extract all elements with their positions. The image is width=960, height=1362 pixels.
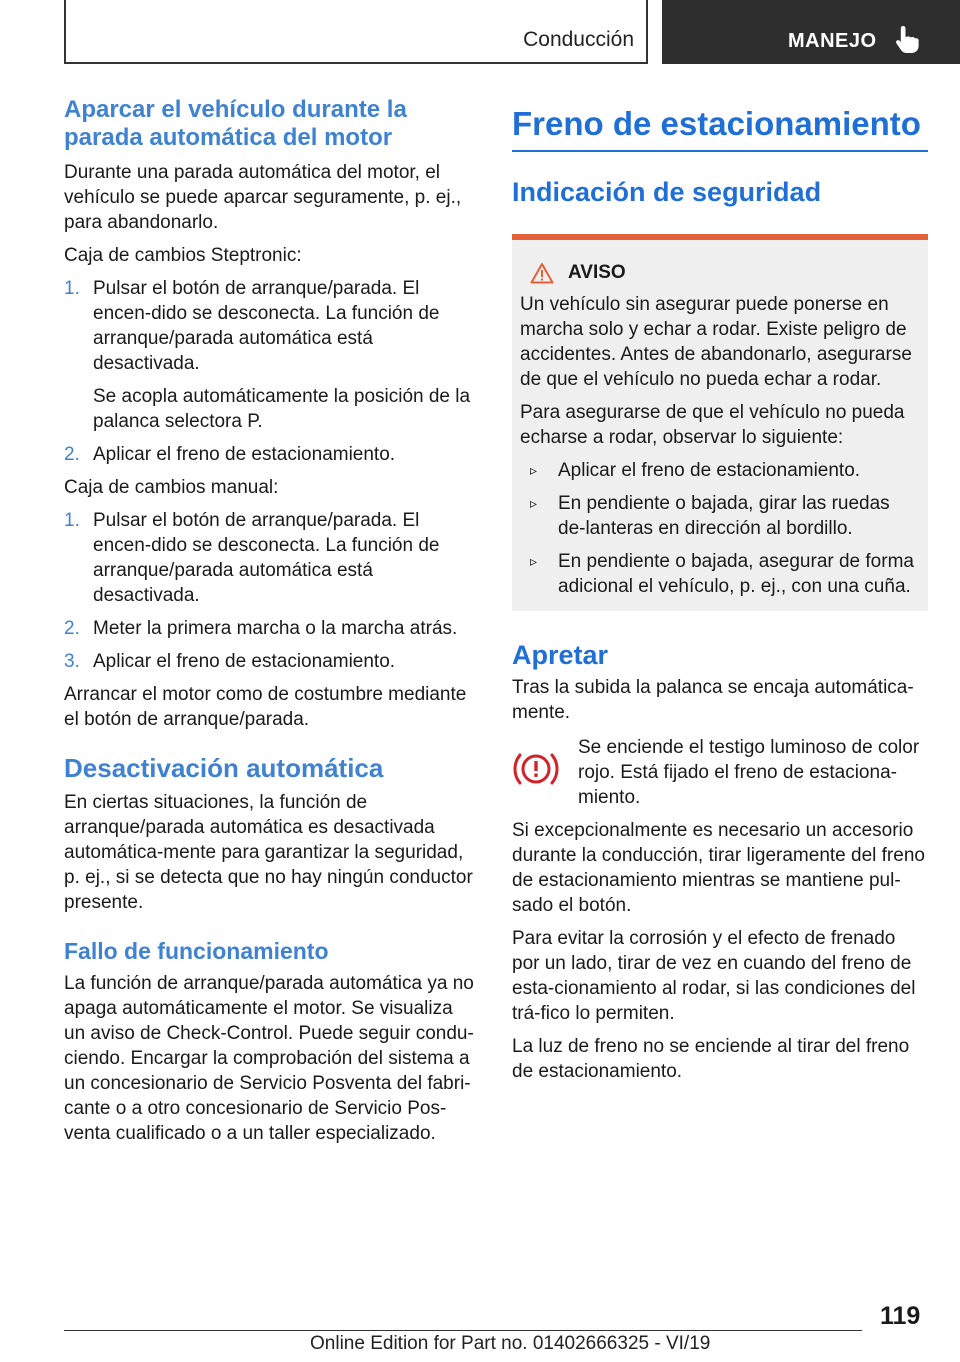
- step-subtext: Se acopla automáticamente la posición de la palanca selectora P.: [93, 386, 471, 432]
- step-text: Pulsar el botón de arranque/parada. El encen‐dido se desconecta. La función de arranque/parada automática está desactivada.: [93, 278, 440, 374]
- list-item: [520, 491, 920, 541]
- footer-edition: Online Edition for Part no. 01402666325 - VI/19: [310, 1333, 711, 1354]
- paragraph: Para evitar la corrosión y el efecto de frenado por un lado, tirar de vez en cuando del freno de esta‐cionamiento al rodar, si las condiciones del trá‐fico lo permiten.: [512, 928, 916, 1024]
- paragraph: Durante una parada automática del motor, el vehículo se puede aparcar seguramente, p. ej., para abandonarlo.: [64, 162, 462, 233]
- list-item-text: En pendiente o bajada, asegurar de forma adicional el vehículo, p. ej., con una cuña.: [558, 551, 914, 597]
- steptronic-label: Caja de cambios Steptronic:: [64, 245, 302, 266]
- list-item: [520, 458, 920, 483]
- paragraph: Tras la subida la palanca se encaja automática‐mente.: [512, 677, 914, 723]
- heading-safety-note: Indicación de seguridad: [512, 177, 822, 207]
- brake-warning-light-icon: [512, 747, 560, 791]
- list-item: [64, 649, 478, 674]
- list-item: [64, 616, 478, 641]
- header-chapter-title: MANEJO: [788, 30, 877, 52]
- heading-parking-brake: Freno de estacionamiento: [512, 98, 928, 152]
- warning-paragraph: Un vehículo sin asegurar puede ponerse en marcha solo y echar a rodar. Existe peligro de accidentes. Antes de abandonarlo, asegurarse de que el vehículo no pueda echar a rodar.: [520, 294, 912, 390]
- heading-apply: Apretar: [512, 640, 609, 670]
- warning-triangle-icon: [530, 262, 554, 284]
- paragraph: La luz de freno no se enciende al tirar del freno de estacionamiento.: [512, 1036, 910, 1082]
- manual-steps: [64, 508, 478, 674]
- warning-list: [520, 458, 920, 599]
- hand-pointer-icon: [894, 24, 920, 54]
- bullet-icon: ▹: [530, 553, 538, 569]
- warning-title: [520, 262, 920, 284]
- paragraph: Si excepcionalmente es necesario un accesorio durante la conducción, tirar ligeramente del freno de estacionamiento mientras se mantiene pul‐sado el botón.: [512, 820, 925, 916]
- list-item-text: Aplicar el freno de estacionamiento.: [558, 460, 861, 481]
- list-item: [64, 442, 478, 467]
- step-number: 2.: [64, 618, 80, 639]
- header-chapter-tab: [662, 0, 960, 64]
- heading-malfunction: Fallo de funcionamiento: [64, 938, 329, 964]
- bullet-icon: ▹: [530, 462, 538, 478]
- list-item: [64, 276, 478, 434]
- list-item: [64, 508, 478, 608]
- footer-divider: [64, 1330, 862, 1331]
- indicator-note: [512, 735, 928, 810]
- bullet-icon: ▹: [530, 495, 538, 511]
- manual-label: Caja de cambios manual:: [64, 477, 279, 498]
- heading-park-during-stop: Aparcar el vehículo durante la parada automática del motor: [64, 96, 407, 151]
- steptronic-steps: [64, 276, 478, 467]
- header-section-box: [64, 0, 648, 64]
- step-number: 1.: [64, 278, 80, 299]
- step-text: Aplicar el freno de estacionamiento.: [93, 651, 396, 672]
- indicator-text: Se enciende el testigo luminoso de color rojo. Está fijado el freno de estaciona‐miento.: [578, 737, 920, 808]
- warning-box: [512, 234, 928, 611]
- step-text: Aplicar el freno de estacionamiento.: [93, 444, 396, 465]
- paragraph: En ciertas situaciones, la función de arranque/parada automática es desactivada automática‐mente para garantizar la seguridad, p. ej., si se detecta que no hay ningún conductor presente.: [64, 792, 473, 913]
- left-column: [64, 96, 478, 1154]
- step-text: Meter la primera marcha o la marcha atrás.: [93, 618, 458, 639]
- page-number: 119: [880, 1302, 921, 1330]
- step-number: 2.: [64, 444, 80, 465]
- warning-label: AVISO: [568, 262, 626, 283]
- list-item: [520, 549, 920, 599]
- paragraph: Arrancar el motor como de costumbre mediante el botón de arranque/parada.: [64, 684, 467, 730]
- right-column: [512, 98, 928, 1092]
- step-number: 1.: [64, 510, 80, 531]
- step-text: Pulsar el botón de arranque/parada. El encen‐dido se desconecta. La función de arranque/parada automática está desactivada.: [93, 510, 440, 606]
- paragraph: La función de arranque/parada automática ya no apaga automáticamente el motor. Se visualiza un aviso de Check-Control. Puede seguir condu‐ciendo. Encargar la comprobación del sistema a un concesionario de Servicio Posventa del fabri‐cante o a otro concesionario de Servicio Pos‐venta cualificado o a un taller especializado.: [64, 973, 474, 1144]
- warning-paragraph: Para asegurarse de que el vehículo no pueda echarse a rodar, observar lo siguiente:: [520, 402, 905, 448]
- list-item-text: En pendiente o bajada, girar las ruedas de‐lanteras en dirección al bordillo.: [558, 493, 890, 539]
- step-number: 3.: [64, 651, 80, 672]
- heading-auto-deactivation: Desactivación automática: [64, 753, 384, 783]
- header-section-title: Conducción: [523, 28, 634, 51]
